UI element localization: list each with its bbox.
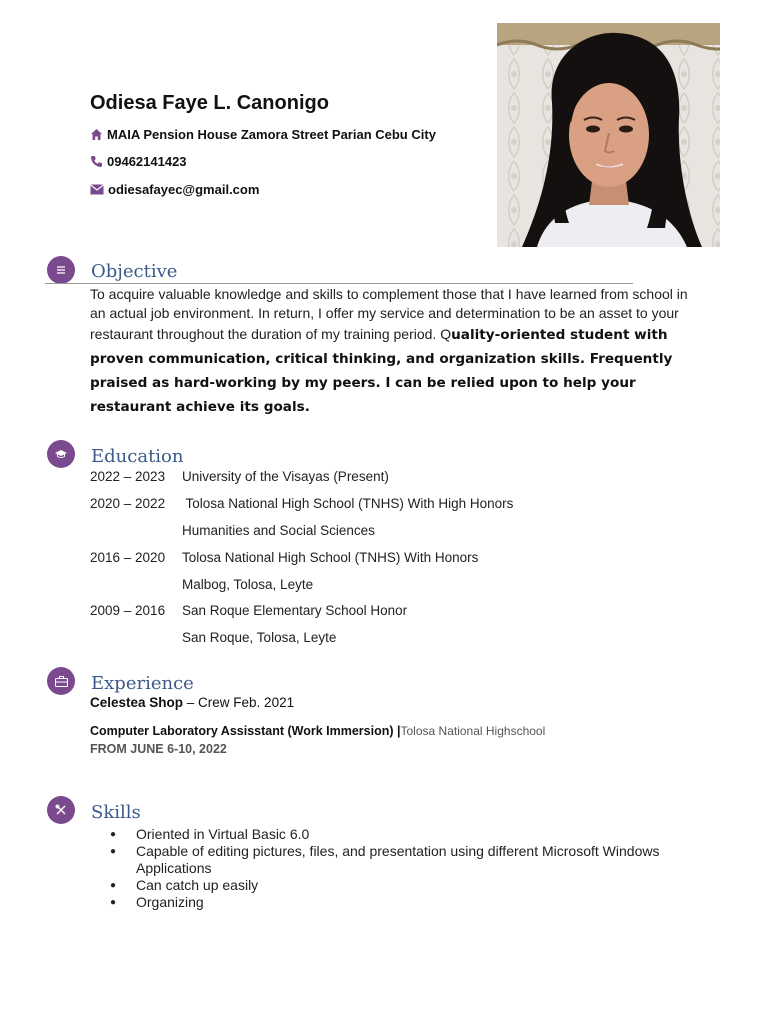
resume-name: Odiesa Faye L. Canonigo bbox=[90, 92, 329, 114]
objective-text-bold: uality-oriented student with proven communication, critical thinking, and organization skills. Frequently praised as hard-working by my peers. I can be relied upon to help your restaurant achieve its goals. bbox=[90, 327, 673, 415]
list-item: ● Can catch up easily bbox=[110, 877, 670, 894]
education-row: 2022 – 2023 University of the Visayas (Present) bbox=[90, 469, 389, 484]
objective-text bbox=[90, 285, 690, 419]
contact-email bbox=[90, 182, 259, 197]
list-item: ● Oriented in Virtual Basic 6.0 bbox=[110, 826, 670, 843]
education-heading: Education bbox=[91, 446, 184, 467]
education-row: 2009 – 2016 San Roque Elementary School Honor bbox=[90, 603, 408, 618]
education-row: 2020 – 2022 Tolosa National High School (TNHS) With High Honors bbox=[90, 496, 514, 511]
profile-photo bbox=[497, 23, 720, 247]
envelope-icon bbox=[90, 184, 104, 195]
graduation-cap-icon bbox=[47, 440, 75, 468]
tools-icon bbox=[47, 796, 75, 824]
list-item: ● Organizing bbox=[110, 894, 670, 911]
experience-date: FROM JUNE 6-10, 2022 bbox=[90, 742, 227, 756]
phone-text: 09462141423 bbox=[107, 154, 187, 169]
home-icon bbox=[90, 128, 103, 141]
skills-heading: Skills bbox=[91, 802, 141, 823]
organization-name: Tolosa National Highschool bbox=[400, 724, 546, 738]
list-item: ● Capable of editing pictures, files, and presentation using different Microsoft Windows Applications bbox=[110, 843, 670, 877]
section-divider bbox=[45, 283, 633, 284]
skills-list bbox=[110, 826, 670, 911]
objective-text-regular: To acquire valuable knowledge and skills to complement those that I have learned from school in an actual job environment. In return, I offer my service and determination to be an asset to your restaurant throughout the duration of my training period. Q bbox=[90, 286, 688, 342]
education-row: 2016 – 2020 Tolosa National High School (TNHS) With Honors bbox=[90, 550, 479, 565]
education-row: San Roque, Tolosa, Leyte bbox=[182, 630, 337, 645]
education-row: Malbog, Tolosa, Leyte bbox=[182, 577, 314, 592]
experience-heading: Experience bbox=[91, 673, 194, 694]
contact-phone bbox=[90, 154, 187, 169]
address-text: MAIA Pension House Zamora Street Parian Cebu City bbox=[107, 127, 436, 142]
experience-entry-1 bbox=[90, 695, 294, 710]
experience-entry-2 bbox=[90, 724, 545, 738]
contact-address bbox=[90, 127, 436, 142]
email-text: odiesafayec@gmail.com bbox=[108, 182, 260, 197]
objective-heading: Objective bbox=[91, 261, 178, 282]
position-date: – Crew Feb. 2021 bbox=[183, 695, 295, 710]
list-icon bbox=[47, 256, 75, 284]
phone-icon bbox=[90, 155, 103, 168]
role-title: Computer Laboratory Assisstant (Work Immersion) | bbox=[90, 724, 401, 738]
education-row: Humanities and Social Sciences bbox=[182, 523, 375, 538]
briefcase-icon bbox=[47, 667, 75, 695]
company-name: Celestea Shop bbox=[90, 695, 184, 710]
